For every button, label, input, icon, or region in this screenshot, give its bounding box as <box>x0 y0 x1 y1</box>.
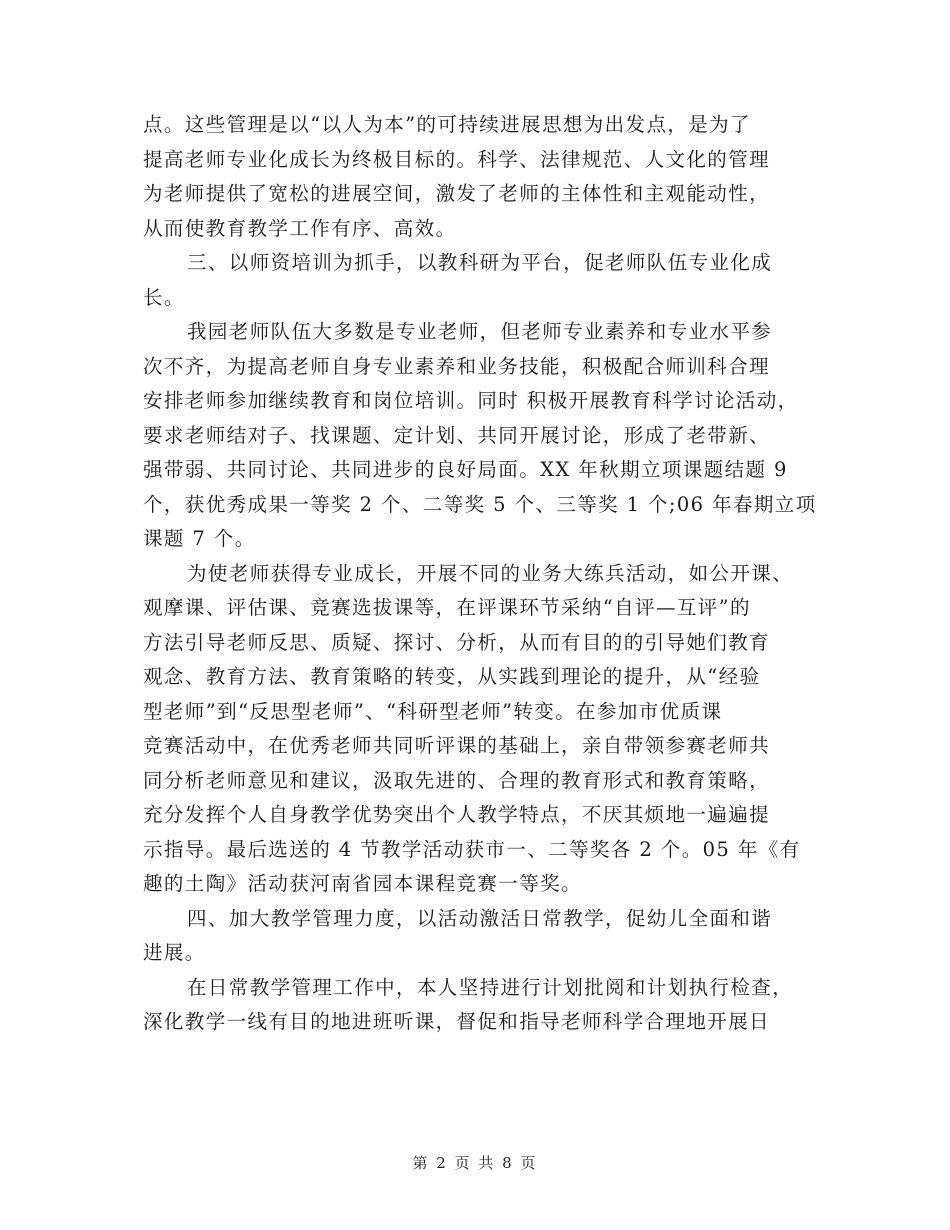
text-line: 四、加大教学管理力度，以活动激活日常教学，促幼儿全面和谐 <box>187 906 773 930</box>
text-line: 强带弱、共同讨论、共同进步的良好局面。XX 年秋期立项课题结题 9 <box>143 458 788 481</box>
text-line: 为老师提供了宽松的进展空间，激发了老师的主体性和主观能动性， <box>143 182 771 205</box>
body-text <box>143 108 823 1040</box>
text-line: 安排老师参加继续教育和岗位培训。同时 积极开展教育科学讨论活动， <box>143 389 799 412</box>
page-footer: 第 2 页 共 8 页 <box>412 1154 538 1172</box>
text-line: 为使老师获得专业成长，开展不同的业务大练兵活动，如公开课、 <box>187 561 794 585</box>
text-line: 提高老师专业化成长为终极目标的。科学、法律规范、人文化的管理 <box>143 147 771 171</box>
paragraph <box>143 902 823 971</box>
text-line: 示指导。最后选送的 4 节教学活动获市一、二等奖各 2 个。05 年《有 <box>143 837 801 861</box>
paragraph <box>143 557 823 902</box>
text-line: 点。这些管理是以“以人为本”的可持续进展思想为出发点，是为了 <box>143 113 751 136</box>
text-line: 同分析老师意见和建议，汲取先进的、合理的教育形式和教育策略， <box>143 768 771 792</box>
text-line: 进展。 <box>143 941 206 964</box>
text-line: 要求老师结对子、找课题、定计划、共同开展讨论，形成了老带新、 <box>143 423 771 447</box>
text-line: 次不齐，为提高老师自身专业素养和业务技能，积极配合师训科合理 <box>143 354 771 378</box>
text-line: 在日常教学管理工作中，本人坚持进行计划批阅和计划执行检查， <box>187 975 794 999</box>
text-line: 个，获优秀成果一等奖 2 个、二等奖 5 个、三等奖 1 个;06 年春期立项 <box>143 492 817 516</box>
text-line: 我园老师队伍大多数是专业老师，但老师专业素养和专业水平参 <box>187 320 773 343</box>
text-line: 观摩课、评估课、竞赛选拔课等，在评课环节采纳“自评—互评”的 <box>143 596 751 619</box>
text-line: 方法引导老师反思、质疑、探讨、分析，从而有目的的引导她们教育 <box>143 630 771 654</box>
text-line: 竞赛活动中，在优秀老师共同听评课的基础上，亲自带领参赛老师共 <box>143 734 771 757</box>
text-line: 充分发挥个人自身教学优势突出个人教学特点，不厌其烦地一遍遍提 <box>143 803 771 826</box>
text-line: 趣的土陶》活动获河南省园本课程竞赛一等奖。 <box>143 872 582 895</box>
text-line: 长。 <box>143 285 185 309</box>
paragraph <box>143 971 823 1040</box>
text-line: 从而使教育教学工作有序、高效。 <box>143 216 457 240</box>
paragraph <box>143 108 823 246</box>
text-line: 课题 7 个。 <box>143 527 256 550</box>
paragraph <box>143 246 823 315</box>
text-line: 三、以师资培训为抓手，以教科研为平台，促老师队伍专业化成 <box>187 251 773 274</box>
text-line: 观念、教育方法、教育策略的转变，从实践到理论的提升，从“经验 <box>143 665 761 688</box>
text-line: 型老师”到“反思型老师”、“科研型老师”转变。在参加市优质课 <box>143 699 723 723</box>
paragraph <box>143 315 823 557</box>
text-line: 深化教学一线有目的地进班听课，督促和指导老师科学合理地开展日 <box>143 1010 771 1033</box>
